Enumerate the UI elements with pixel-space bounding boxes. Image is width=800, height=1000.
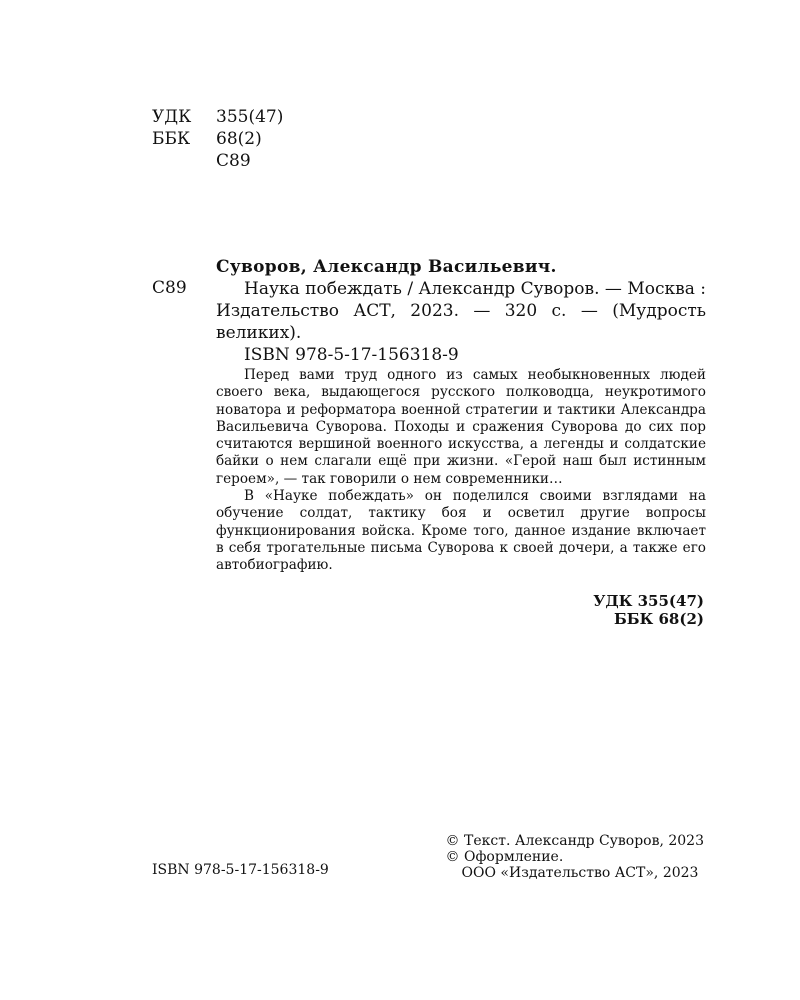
udk-right: УДК 355(47) — [593, 592, 704, 610]
footer-isbn: ISBN 978-5-17-156318-9 — [152, 862, 329, 878]
copyright-block — [446, 833, 704, 881]
author-mark-top: С89 — [216, 151, 251, 171]
record-isbn: ISBN 978-5-17-156318-9 — [244, 345, 459, 365]
udk-value: 355(47) — [216, 107, 284, 127]
copyright-publisher: ООО «Издательство АСТ», 2023 — [461, 865, 699, 881]
annotation-paragraph-1: Перед вами труд одного из самых необыкновенных людей своего века, выдающегося русского полководца, неукротимого новатора и реформатора военной стратегии и тактики Александра Васильевича Суворова. Походы и сражения Суворова до сих пор считаются вершиной военного искусства, а легенды и солдатские байки о нем слагали ещё при жизни. «Герой наш был истинным героем», — так говорили о нем современники… — [216, 367, 706, 487]
bbk-value: 68(2) — [216, 129, 262, 149]
author-mark: С89 — [152, 278, 187, 298]
annotation — [216, 367, 706, 575]
annotation-paragraph-2: В «Науке побеждать» он поделился своими взглядами на обучение солдат, тактику боя и осветил другие вопросы функционирования войска. Кроме того, данное издание включает в себя трогательные письма Суворова к своей дочери, а также его автобиографию. — [216, 488, 706, 574]
title-statement: Наука побеждать / Александр Суворов. — Москва : Издательство АСТ, 2023. — 320 с. — (Мудрость великих). — [216, 279, 706, 343]
copyright-text: © Текст. Александр Суворов, 2023 — [445, 833, 704, 849]
copyright-design: © Оформление. — [445, 849, 564, 865]
bbk-label: ББК — [152, 129, 191, 149]
udk-label: УДК — [152, 107, 192, 127]
bbk-right: ББК 68(2) — [613, 610, 704, 628]
author-heading: Суворов, Александр Васильевич. — [216, 257, 557, 277]
